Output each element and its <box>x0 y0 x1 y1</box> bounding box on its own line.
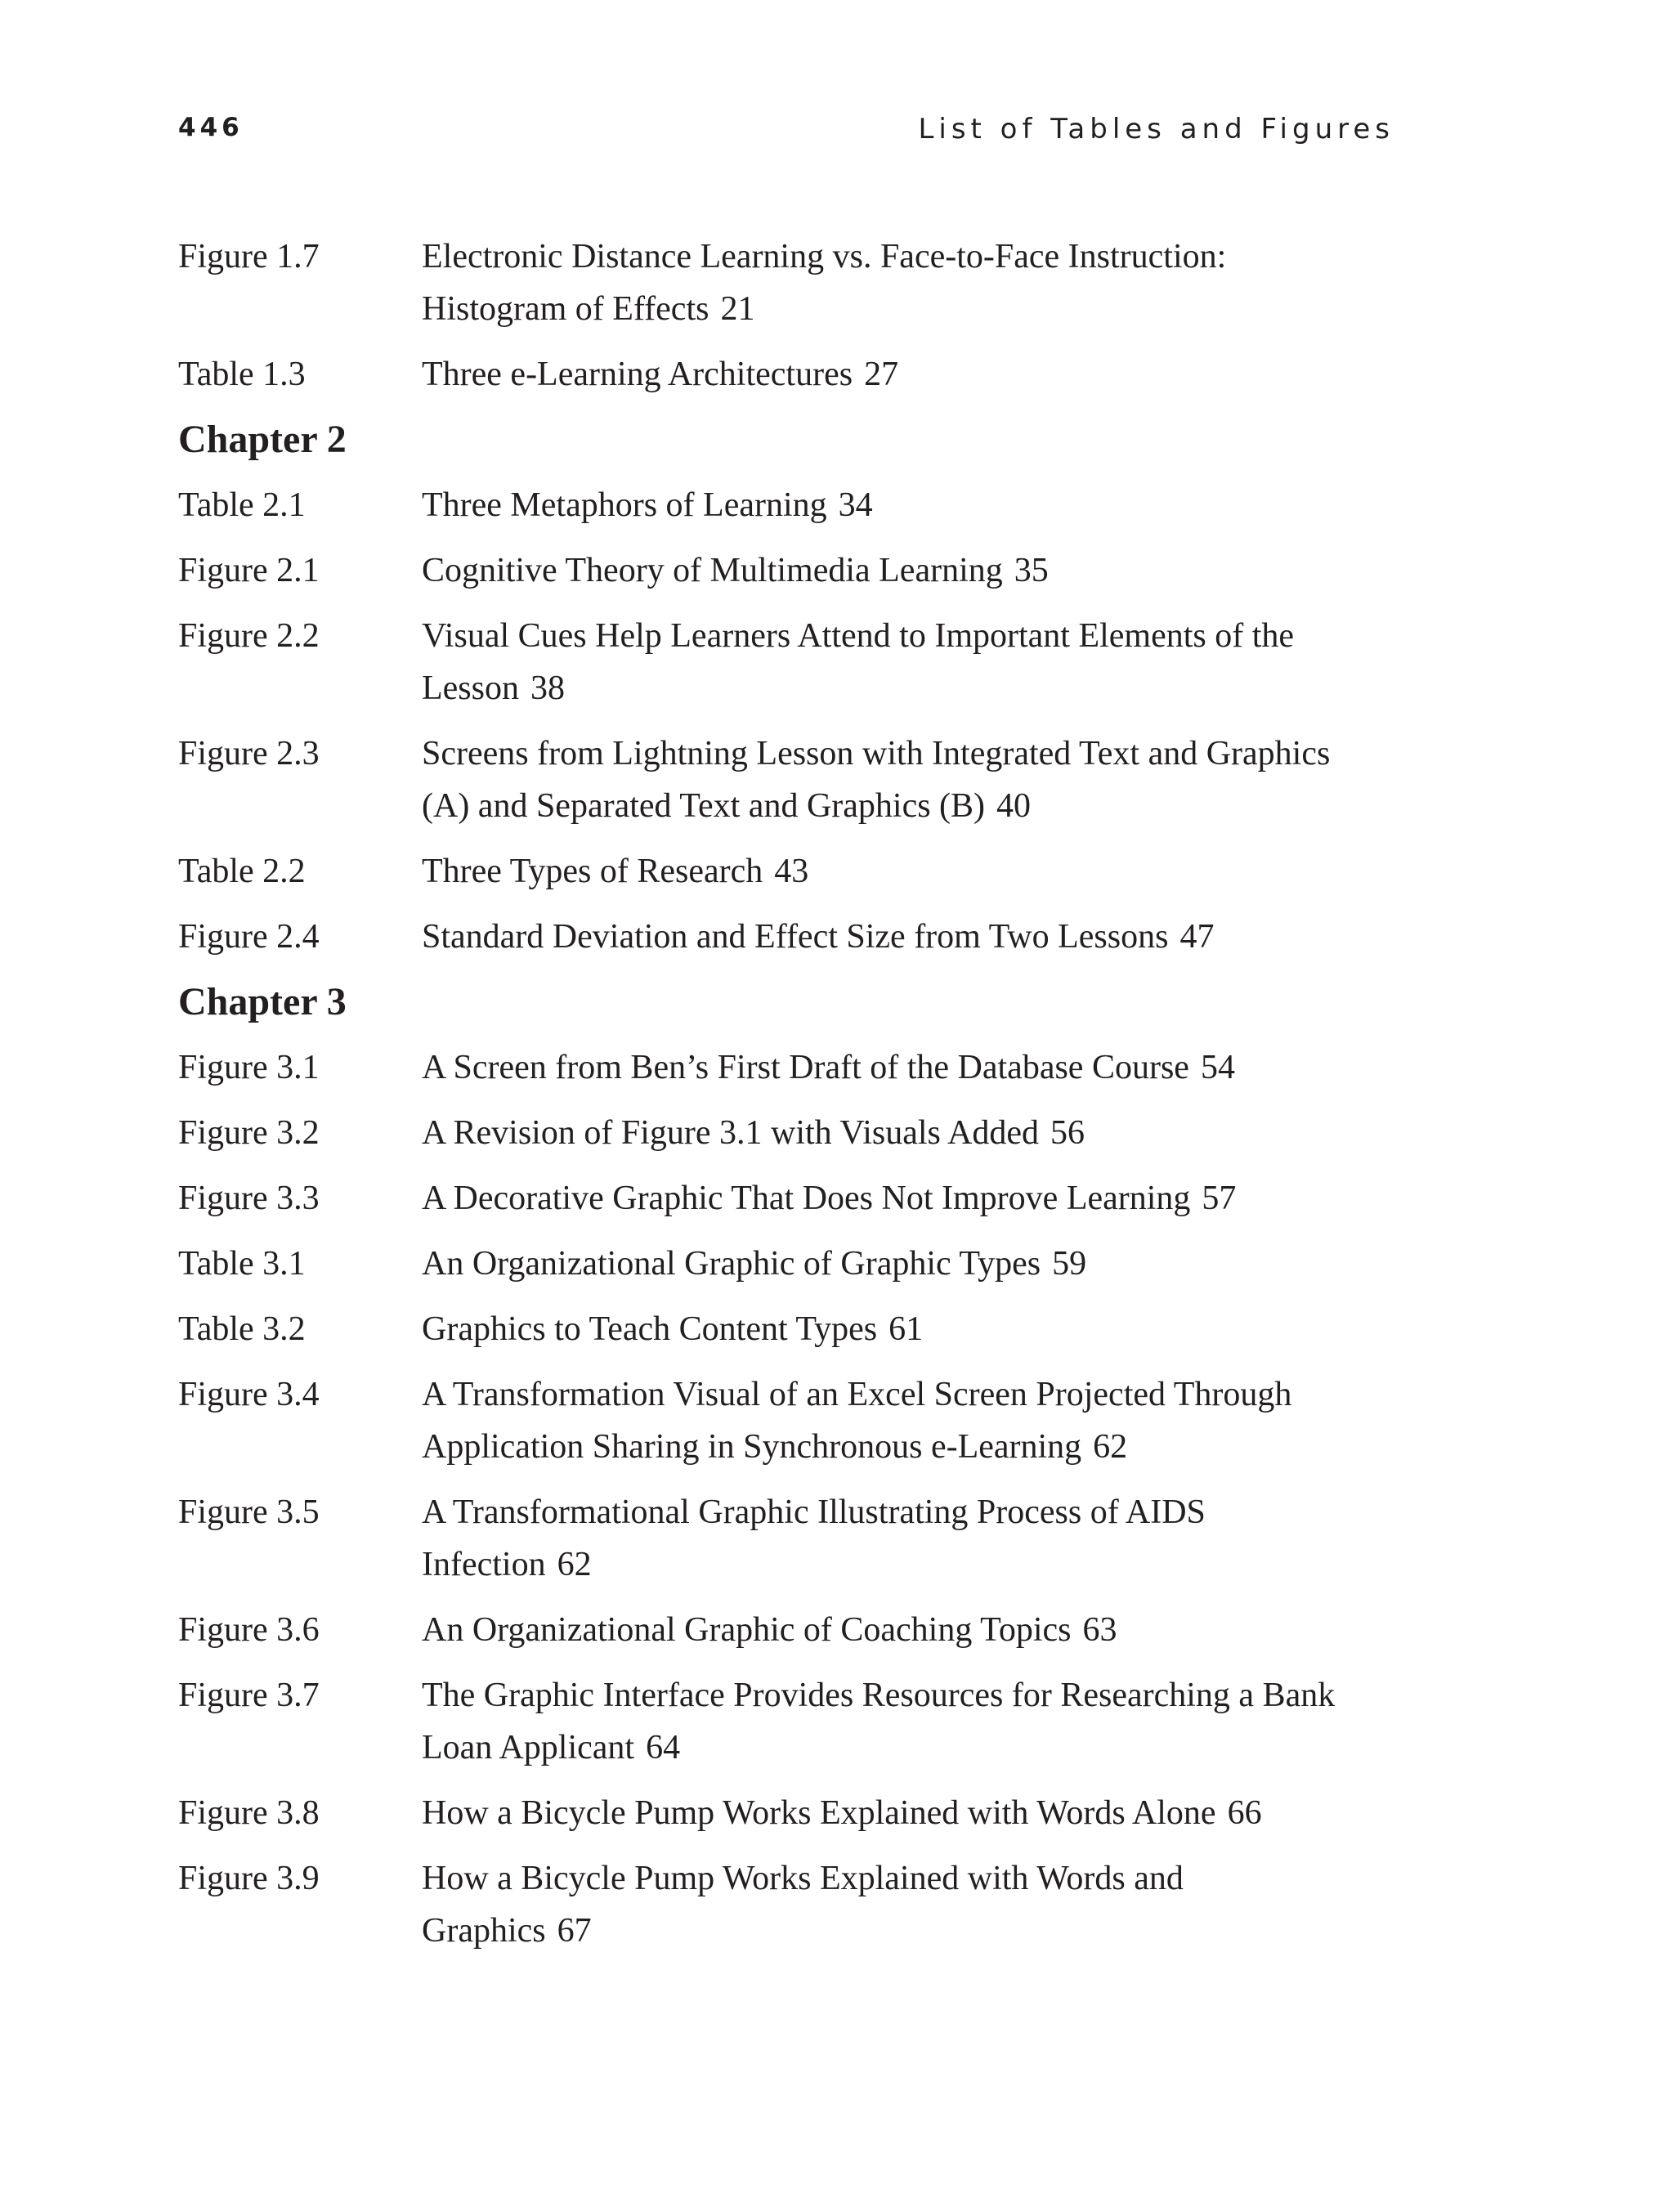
entry-title-text: Standard Deviation and Effect Size from Two Lessons <box>422 918 1169 956</box>
entry-title-text: Three Types of Research <box>422 853 763 890</box>
entry-label: Figure 3.6 <box>178 1611 320 1649</box>
entry-page-number: 56 <box>1050 1114 1085 1152</box>
entry-title-text: Three e-Learning Architectures <box>422 356 853 393</box>
entry-title <box>422 1172 1354 1225</box>
entry-label: Figure 2.4 <box>178 918 320 956</box>
list-entry <box>178 845 1404 898</box>
entry-label: Figure 3.9 <box>178 1860 320 1897</box>
entry-title-text: A Revision of Figure 3.1 with Visuals Added <box>422 1114 1040 1152</box>
entry-label: Table 2.1 <box>178 486 306 524</box>
entry-title <box>422 911 1354 963</box>
entry-page-number: 67 <box>557 1912 592 1950</box>
list-entry <box>178 231 1404 335</box>
entry-page-number: 34 <box>838 486 873 524</box>
entry-label: Figure 3.3 <box>178 1180 320 1217</box>
running-head: List of Tables and Figures <box>918 113 1394 146</box>
entry-title-text: A Transformational Graphic Illustrating Process of AIDS Infection <box>422 1493 1206 1583</box>
entry-title <box>422 728 1354 832</box>
entry-page-number: 54 <box>1200 1049 1235 1086</box>
entry-title-text: An Organizational Graphic of Coaching Topics <box>422 1611 1072 1649</box>
entry-title-text: Cognitive Theory of Multimedia Learning <box>422 552 1003 589</box>
entry-title-text: A Screen from Ben’s First Draft of the Database Course <box>422 1049 1189 1086</box>
entry-label: Figure 2.1 <box>178 552 320 589</box>
entry-title <box>422 1041 1354 1094</box>
entry-title <box>422 1486 1354 1591</box>
chapter-heading: Chapter 2 <box>178 418 347 461</box>
list-of-tables-and-figures <box>178 231 1404 1970</box>
list-entry <box>178 1238 1404 1290</box>
entry-title <box>422 1604 1354 1656</box>
entry-title <box>422 1669 1354 1774</box>
entry-title <box>422 348 1354 401</box>
list-entry <box>178 1172 1404 1225</box>
entry-label: Figure 3.7 <box>178 1677 320 1714</box>
entry-page-number: 66 <box>1227 1794 1262 1832</box>
entry-page-number: 43 <box>774 853 809 890</box>
chapter-heading: Chapter 3 <box>178 980 347 1023</box>
entry-page-number: 47 <box>1179 918 1215 956</box>
list-entry <box>178 479 1404 531</box>
entry-title <box>422 479 1354 531</box>
list-entry <box>178 1368 1404 1473</box>
list-entry <box>178 728 1404 832</box>
entry-title <box>422 1852 1354 1957</box>
entry-label: Figure 3.8 <box>178 1794 320 1832</box>
entry-title <box>422 231 1354 335</box>
entry-title <box>422 845 1354 898</box>
entry-page-number: 63 <box>1082 1611 1117 1649</box>
entry-label: Figure 2.2 <box>178 617 320 655</box>
entry-title <box>422 1238 1354 1290</box>
entry-title-text: A Transformation Visual of an Excel Screen Projected Through Application Sharing in Synchronous e-Learning <box>422 1376 1292 1466</box>
list-entry <box>178 1107 1404 1159</box>
entry-page-number: 38 <box>530 669 565 707</box>
entry-page-number: 61 <box>888 1310 924 1348</box>
list-entry <box>178 1041 1404 1094</box>
entry-title <box>422 1787 1354 1839</box>
entry-title <box>422 544 1354 597</box>
page-header <box>178 113 1394 154</box>
entry-title-text: Electronic Distance Learning vs. Face-to-Face Instruction: Histogram of Effects <box>422 238 1227 328</box>
entry-page-number: 35 <box>1014 552 1049 589</box>
entry-title-text: Three Metaphors of Learning <box>422 486 827 524</box>
entry-title-text: How a Bicycle Pump Works Explained with Words and Graphics <box>422 1860 1184 1950</box>
entry-label: Figure 3.2 <box>178 1114 320 1152</box>
list-entry <box>178 544 1404 597</box>
list-entry <box>178 610 1404 714</box>
entry-page-number: 62 <box>1093 1428 1128 1466</box>
list-entry <box>178 1303 1404 1355</box>
entry-label: Figure 1.7 <box>178 238 320 275</box>
entry-title-text: How a Bicycle Pump Works Explained with Words Alone <box>422 1794 1216 1832</box>
entry-title <box>422 1368 1354 1473</box>
list-entry <box>178 348 1404 401</box>
entry-page-number: 40 <box>996 787 1032 825</box>
entry-title-text: A Decorative Graphic That Does Not Improve Learning <box>422 1180 1191 1217</box>
entry-title-text: An Organizational Graphic of Graphic Types <box>422 1245 1041 1283</box>
entry-label: Table 2.2 <box>178 853 306 890</box>
entry-label: Table 1.3 <box>178 356 306 393</box>
entry-label: Table 3.2 <box>178 1310 306 1348</box>
entry-label: Figure 2.3 <box>178 735 320 772</box>
entry-label: Figure 3.5 <box>178 1493 320 1531</box>
page-number: 446 <box>178 113 244 142</box>
entry-page-number: 59 <box>1052 1245 1087 1283</box>
list-entry <box>178 1604 1404 1656</box>
entry-page-number: 62 <box>557 1546 592 1583</box>
entry-title-text: Screens from Lightning Lesson with Integrated Text and Graphics (A) and Separated Text and Graphics (B) <box>422 735 1331 825</box>
entry-label: Figure 3.4 <box>178 1376 320 1413</box>
entry-title <box>422 610 1354 714</box>
entry-title <box>422 1107 1354 1159</box>
entry-page-number: 21 <box>720 290 755 328</box>
entry-title <box>422 1303 1354 1355</box>
entry-label: Figure 3.1 <box>178 1049 320 1086</box>
entry-page-number: 64 <box>646 1729 681 1766</box>
list-entry <box>178 1669 1404 1774</box>
entry-page-number: 57 <box>1202 1180 1237 1217</box>
entry-title-text: The Graphic Interface Provides Resources for Researching a Bank Loan Applicant <box>422 1677 1336 1766</box>
entry-page-number: 27 <box>864 356 899 393</box>
list-entry <box>178 1486 1404 1591</box>
list-entry <box>178 1787 1404 1839</box>
entry-label: Table 3.1 <box>178 1245 306 1283</box>
entry-title-text: Graphics to Teach Content Types <box>422 1310 878 1348</box>
list-entry <box>178 1852 1404 1957</box>
entry-title-text: Visual Cues Help Learners Attend to Important Elements of the Lesson <box>422 617 1295 707</box>
list-entry <box>178 911 1404 963</box>
